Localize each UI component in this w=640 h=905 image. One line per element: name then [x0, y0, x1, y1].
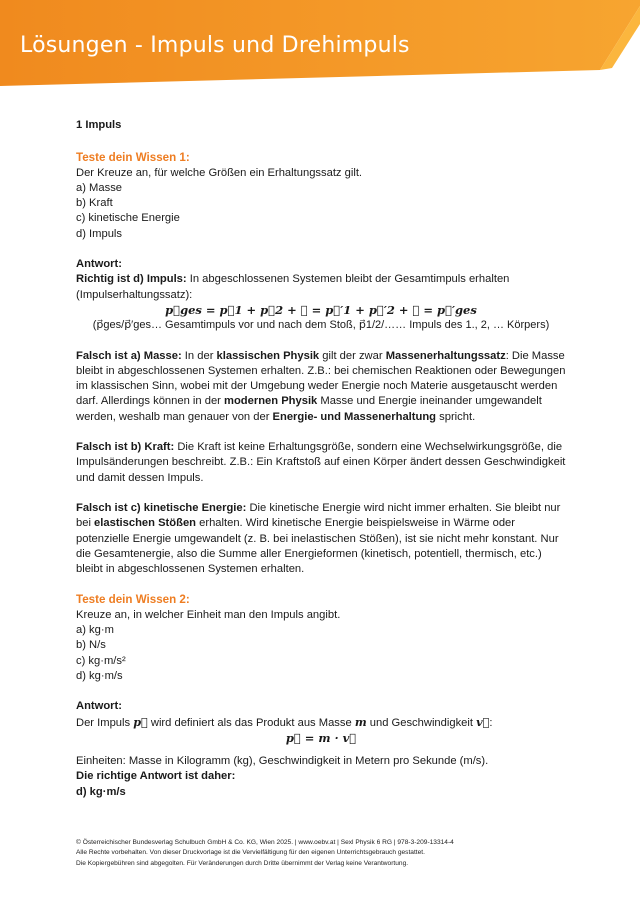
quiz1-option: d) Impuls	[76, 227, 123, 240]
quiz1-correct-paragraph	[76, 272, 566, 303]
quiz1-question: Der Kreuze an, für welche Größen ein Erhaltungssatz gilt.	[76, 166, 363, 179]
footer-disclaimer: Die Kopiergebühren sind abgegolten. Für Veränderungen durch Dritte übernimmt der Verlag keine Verantwortung.	[76, 859, 409, 867]
formula-note: (p⃗ges/p⃗′ges… Gesamtimpuls vor und nach dem Stoß, p⃗1/2/…… Impuls des 1., 2, … Körpers)	[92, 319, 550, 332]
definition-text: und Geschwindigkeit	[366, 716, 477, 729]
section-title: 1 Impuls	[76, 119, 122, 131]
quiz1-option: a) Masse	[76, 181, 123, 194]
quiz2-heading: Teste dein Wissen 2:	[76, 593, 190, 607]
quiz2-option: c) kg·m/s²	[76, 654, 126, 667]
emphasis-text: Energie- und Massenerhaltung	[272, 410, 437, 423]
emphasis-text: Falsch ist b) Kraft:	[76, 441, 175, 454]
momentum-definition	[76, 715, 566, 731]
document-body	[76, 118, 566, 800]
definition-text: Der Impuls	[76, 716, 134, 729]
symbol-v: v⃗	[476, 714, 490, 729]
body-text: gilt der zwar	[319, 349, 386, 362]
definition-text: wird definiert als das Produkt aus Masse	[147, 716, 355, 729]
body-text: In der	[181, 349, 217, 362]
quiz1-correct-text: In abgeschlossenen Systemen bleibt der Gesamtimpuls erhalten (Impulserhaltungssatz):	[76, 273, 510, 301]
quiz1-correct-bold: Richtig ist d) Impuls:	[76, 273, 187, 286]
quiz2-option: a) kg·m	[76, 624, 114, 637]
body-text: Die Kraft ist keine Erhaltungsgröße, sondern eine Wechselwirkungsgröße, die Impulsänderungen beschreibt. Z.B.: Ein Kraftstoß auf einen Körper ändert dessen Geschwindigkeit und damit dessen Impuls.	[76, 441, 566, 484]
emphasis-text: elastischen Stößen	[94, 517, 197, 530]
units-text: Einheiten: Masse in Kilogramm (kg), Geschwindigkeit in Metern pro Sekunde (m/s).	[76, 755, 489, 768]
momentum-formula: p⃗ = m · v⃗	[285, 730, 357, 745]
conclusion-text: Die richtige Antwort ist daher:	[76, 770, 236, 783]
quiz1-option: b) Kraft	[76, 197, 113, 210]
momentum-conservation-formula: p⃗ges = p⃗1 + p⃗2 + ⋯ = p⃗′1 + p⃗′2 + ⋯ = p⃗′ges	[165, 302, 477, 317]
footer-copyright: © Österreichischer Bundesverlag Schulbuch GmbH & Co. KG, Wien 2025. | www.oebv.at | Sexl Physik 6 RG | 978-3-209-13314-4	[76, 839, 454, 846]
body-text: erhalten. Wird kinetische Energie beispielsweise in Wärme oder potenzielle Energie umgewandelt (z. B. bei inelastischen Stößen), ist sie nicht mehr konstant. Nur die Gesamtenergie, also die Summe aller Energieformen (kinetisch, potentiell, thermisch, etc.) bleibt in abgeschlossenen Systemen erhalten.	[76, 517, 559, 576]
emphasis-text: Massenerhaltungssatz	[385, 349, 506, 362]
body-text: : Die Masse bleibt in abgeschlossenen Systemen erhalten. Z.B.: bei chemischen Reaktionen oder Bewegungen im klassischen Sinn, wobei mit der Umgebung weder Energie noch Materie ausgetauscht werden darf. Allerdings können in der	[76, 349, 566, 408]
quiz2-question: Kreuze an, in welcher Einheit man den Impuls angibt.	[76, 608, 341, 621]
emphasis-text: Falsch ist c) kinetische Energie:	[76, 501, 247, 514]
symbol-p: p⃗	[133, 714, 148, 729]
body-text: Masse und Energie ineinander umgewandelt werden, weshalb man genauer von der	[76, 395, 542, 423]
quiz2-option: d) kg·m/s	[76, 669, 123, 682]
quiz1-answer-label: Antwort:	[76, 258, 122, 271]
emphasis-text: klassischen Physik	[216, 349, 320, 362]
symbol-m: m	[354, 714, 367, 729]
final-answer: d) kg·m/s	[76, 785, 126, 798]
quiz1-option: c) kinetische Energie	[76, 212, 180, 225]
page-title: Lösungen - Impuls und Drehimpuls	[20, 33, 410, 58]
wrong-answer-a	[76, 349, 566, 425]
definition-text: :	[489, 716, 493, 729]
quiz2-option: b) N/s	[76, 639, 106, 652]
footer-rights: Alle Rechte vorbehalten. Von dieser Druckvorlage ist die Vervielfältigung für den eigenen Unterrichtsgebrauch gestattet.	[76, 849, 425, 857]
footer	[76, 838, 576, 869]
body-text: spricht.	[436, 410, 476, 423]
wrong-answer-c	[76, 501, 566, 577]
quiz2-answer-label: Antwort:	[76, 700, 122, 713]
quiz1-heading: Teste dein Wissen 1:	[76, 151, 190, 165]
emphasis-text: Falsch ist a) Masse:	[76, 349, 182, 362]
wrong-answer-b	[76, 440, 566, 486]
header-banner	[0, 0, 640, 90]
body-text: Die kinetische Energie wird nicht immer erhalten. Sie bleibt nur bei	[76, 501, 561, 530]
emphasis-text: modernen Physik	[224, 395, 318, 408]
